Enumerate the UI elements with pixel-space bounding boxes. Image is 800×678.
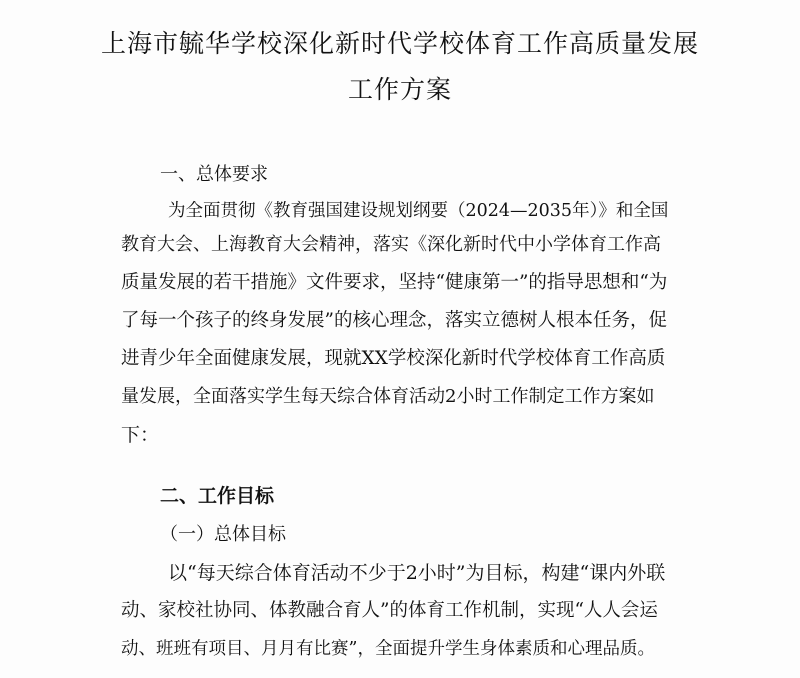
- document-title-line-2: 工作方案: [347, 75, 452, 104]
- paragraph-line: 动、班班有项目、月月有比赛”，全面提升学生身体素质和心理品质。: [121, 639, 655, 659]
- paragraph-line: 以“每天综合体育活动不少于2小时”为目标，构建“课内外联: [168, 562, 666, 584]
- paragraph-line: 动、家校社协同、体教融合育人”的体育工作机制，实现“人人会运: [121, 600, 658, 621]
- document-title-line-1: 上海市毓华学校深化新时代学校体育工作高质量发展: [100, 29, 699, 58]
- paragraph-line: 量发展，全面落实学生每天综合体育活动2小时工作制定工作方案如: [121, 386, 655, 407]
- section-heading-general-requirements: 一、总体要求: [160, 164, 268, 185]
- paragraph-line: 进青少年全面健康发展，现就XX学校深化新时代学校体育工作高质: [121, 348, 666, 369]
- paragraph-line: 教育大会、上海教育大会精神，落实《深化新时代中小学体育工作高: [121, 234, 661, 255]
- subsection-heading-overall-goal: （一）总体目标: [160, 524, 286, 545]
- section-heading-work-goals: 二、工作目标: [160, 485, 275, 507]
- paragraph-line: 下：: [121, 424, 160, 446]
- paragraph-line: 为全面贯彻《教育强国建设规划纲要（2024—2035年）》和全国: [168, 201, 669, 221]
- paragraph-line: 了每一个孩子的终身发展”的核心理念，落实立德树人根本任务，促: [121, 310, 667, 331]
- paragraph-line: 质量发展的若干措施》文件要求，坚持“健康第一”的指导思想和“为: [121, 272, 668, 293]
